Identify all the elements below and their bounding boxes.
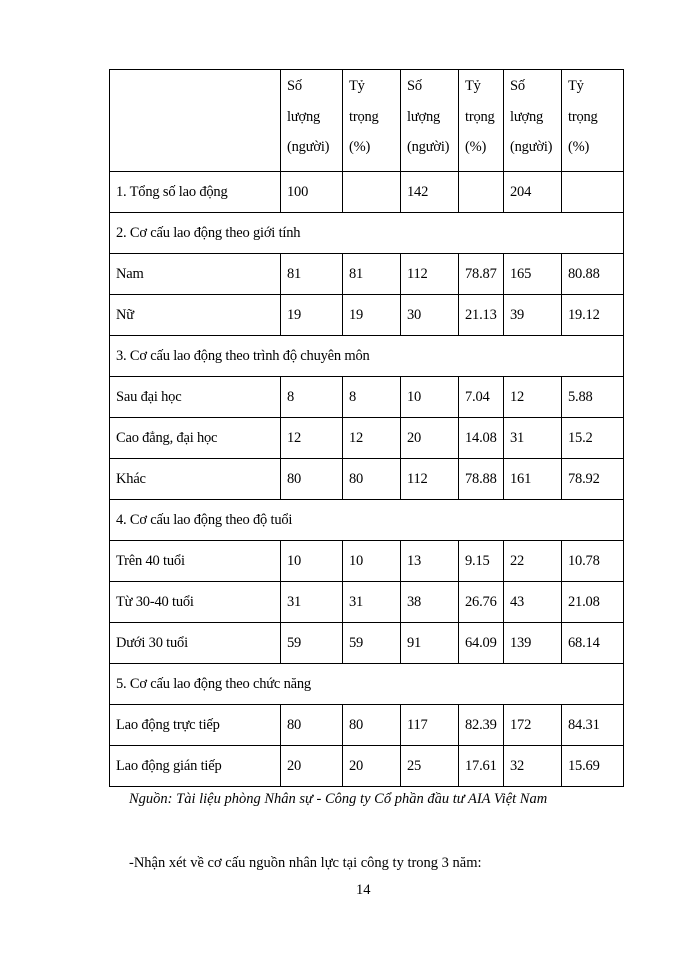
table-cell: 7.04 bbox=[459, 377, 504, 418]
header-text: lượng bbox=[407, 108, 441, 125]
table-cell: 20 bbox=[343, 746, 401, 787]
table-cell: 12 bbox=[343, 418, 401, 459]
header-text: trọng bbox=[568, 108, 598, 125]
table-cell: 59 bbox=[281, 623, 343, 664]
table-cell: 80 bbox=[343, 459, 401, 500]
table-cell: 17.61 bbox=[459, 746, 504, 787]
table-header-row bbox=[110, 70, 624, 172]
table-cell: 15.69 bbox=[562, 746, 624, 787]
table-row bbox=[110, 541, 624, 582]
table-cell: 84.31 bbox=[562, 705, 624, 746]
header-empty-cell bbox=[110, 70, 281, 172]
header-text: (%) bbox=[568, 139, 590, 155]
table-cell: 15.2 bbox=[562, 418, 624, 459]
table-cell: 20 bbox=[281, 746, 343, 787]
section-row-function bbox=[110, 664, 624, 705]
section-title: 5. Cơ cấu lao động theo chức năng bbox=[110, 664, 624, 705]
table-cell: 10 bbox=[281, 541, 343, 582]
section-row-education bbox=[110, 336, 624, 377]
row-label: 1. Tổng số lao động bbox=[110, 172, 281, 213]
table-row bbox=[110, 418, 624, 459]
table-cell: 32 bbox=[504, 746, 562, 787]
header-count-year1 bbox=[281, 70, 343, 172]
table-cell: 19.12 bbox=[562, 295, 624, 336]
source-note: Nguồn: Tài liệu phòng Nhân sự - Công ty Cổ phần đầu tư AIA Việt Nam bbox=[129, 791, 548, 807]
table-cell: 12 bbox=[281, 418, 343, 459]
table-cell: 165 bbox=[504, 254, 562, 295]
row-label: Nam bbox=[110, 254, 281, 295]
table-row bbox=[110, 295, 624, 336]
table-cell: 19 bbox=[343, 295, 401, 336]
comment-line: -Nhận xét về cơ cấu nguồn nhân lực tại công ty trong 3 năm: bbox=[129, 855, 482, 871]
header-text: Tỷ bbox=[568, 78, 584, 94]
section-title: 4. Cơ cấu lao động theo độ tuổi bbox=[110, 500, 624, 541]
header-text: trọng bbox=[465, 108, 495, 125]
table-cell: 78.92 bbox=[562, 459, 624, 500]
table-cell: 80 bbox=[281, 459, 343, 500]
header-count-year2 bbox=[401, 70, 459, 172]
table-cell: 21.08 bbox=[562, 582, 624, 623]
table-cell: 31 bbox=[343, 582, 401, 623]
table-cell: 161 bbox=[504, 459, 562, 500]
row-label: Trên 40 tuổi bbox=[110, 541, 281, 582]
table-cell: 64.09 bbox=[459, 623, 504, 664]
header-ratio-year3 bbox=[562, 70, 624, 172]
row-label: Cao đẳng, đại học bbox=[110, 418, 281, 459]
table-cell: 81 bbox=[343, 254, 401, 295]
table-cell: 43 bbox=[504, 582, 562, 623]
table-cell: 25 bbox=[401, 746, 459, 787]
table-cell: 91 bbox=[401, 623, 459, 664]
header-text: (%) bbox=[465, 139, 487, 155]
header-text: trọng bbox=[349, 108, 379, 125]
table-row bbox=[110, 746, 624, 787]
table-cell: 112 bbox=[401, 254, 459, 295]
table-cell bbox=[459, 172, 504, 213]
row-label: Lao động trực tiếp bbox=[110, 705, 281, 746]
table-cell: 172 bbox=[504, 705, 562, 746]
header-text: (người) bbox=[287, 139, 330, 155]
section-row-gender bbox=[110, 213, 624, 254]
table-cell: 5.88 bbox=[562, 377, 624, 418]
header-ratio-year1 bbox=[343, 70, 401, 172]
table-cell: 19 bbox=[281, 295, 343, 336]
table-cell: 31 bbox=[504, 418, 562, 459]
section-title: 2. Cơ cấu lao động theo giới tính bbox=[110, 213, 624, 254]
table-cell bbox=[343, 172, 401, 213]
table-row bbox=[110, 582, 624, 623]
table-cell: 31 bbox=[281, 582, 343, 623]
table-cell: 68.14 bbox=[562, 623, 624, 664]
table-cell: 80 bbox=[343, 705, 401, 746]
table-cell: 9.15 bbox=[459, 541, 504, 582]
header-text: (%) bbox=[349, 139, 371, 155]
table-cell: 80.88 bbox=[562, 254, 624, 295]
table-cell: 80 bbox=[281, 705, 343, 746]
table-cell: 39 bbox=[504, 295, 562, 336]
page-number: 14 bbox=[356, 882, 371, 898]
table-cell: 117 bbox=[401, 705, 459, 746]
labor-structure-table bbox=[109, 69, 624, 787]
header-text: lượng bbox=[287, 108, 321, 125]
table-cell: 8 bbox=[281, 377, 343, 418]
table-cell: 82.39 bbox=[459, 705, 504, 746]
table-cell: 112 bbox=[401, 459, 459, 500]
table-cell: 10 bbox=[401, 377, 459, 418]
header-text: Số bbox=[407, 78, 422, 94]
table-row bbox=[110, 377, 624, 418]
header-text: Số bbox=[510, 78, 525, 94]
table-cell: 10 bbox=[343, 541, 401, 582]
table-cell bbox=[562, 172, 624, 213]
row-label: Từ 30-40 tuổi bbox=[110, 582, 281, 623]
header-text: Tỷ bbox=[349, 78, 365, 94]
table-cell: 12 bbox=[504, 377, 562, 418]
header-text: Số bbox=[287, 78, 302, 94]
row-label: Sau đại học bbox=[110, 377, 281, 418]
section-title: 3. Cơ cấu lao động theo trình độ chuyên môn bbox=[110, 336, 624, 377]
table-cell: 59 bbox=[343, 623, 401, 664]
table-cell: 100 bbox=[281, 172, 343, 213]
header-count-year3 bbox=[504, 70, 562, 172]
table-row bbox=[110, 705, 624, 746]
table-cell: 21.13 bbox=[459, 295, 504, 336]
header-text: lượng bbox=[510, 108, 544, 125]
header-ratio-year2 bbox=[459, 70, 504, 172]
row-label: Lao động gián tiếp bbox=[110, 746, 281, 787]
table-cell: 78.87 bbox=[459, 254, 504, 295]
table-cell: 10.78 bbox=[562, 541, 624, 582]
table-cell: 13 bbox=[401, 541, 459, 582]
table-cell: 30 bbox=[401, 295, 459, 336]
table-cell: 22 bbox=[504, 541, 562, 582]
table-cell: 204 bbox=[504, 172, 562, 213]
table-cell: 78.88 bbox=[459, 459, 504, 500]
section-row-age bbox=[110, 500, 624, 541]
table-cell: 14.08 bbox=[459, 418, 504, 459]
row-label: Dưới 30 tuổi bbox=[110, 623, 281, 664]
table-cell: 81 bbox=[281, 254, 343, 295]
header-text: Tỷ bbox=[465, 78, 481, 94]
table-cell: 20 bbox=[401, 418, 459, 459]
table-row-total bbox=[110, 172, 624, 213]
table-row bbox=[110, 459, 624, 500]
table-cell: 8 bbox=[343, 377, 401, 418]
table-cell: 139 bbox=[504, 623, 562, 664]
header-text: (người) bbox=[510, 139, 553, 155]
row-label: Khác bbox=[110, 459, 281, 500]
header-text: (người) bbox=[407, 139, 450, 155]
table-cell: 26.76 bbox=[459, 582, 504, 623]
table-row bbox=[110, 623, 624, 664]
row-label: Nữ bbox=[110, 295, 281, 336]
table-row bbox=[110, 254, 624, 295]
table-cell: 38 bbox=[401, 582, 459, 623]
table-cell: 142 bbox=[401, 172, 459, 213]
